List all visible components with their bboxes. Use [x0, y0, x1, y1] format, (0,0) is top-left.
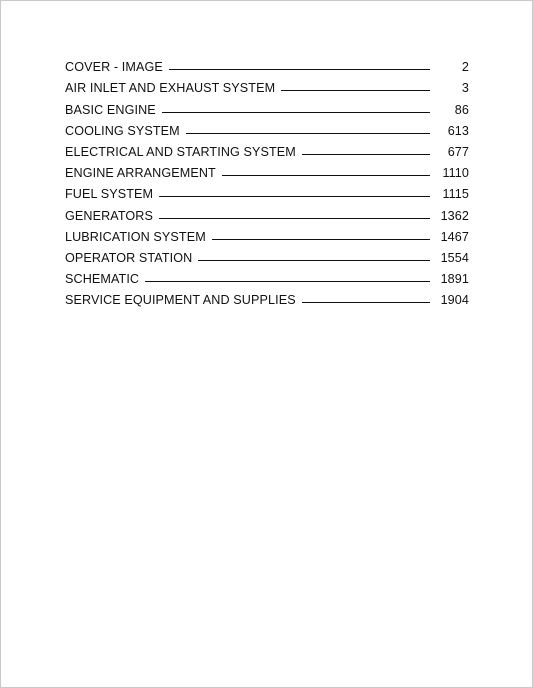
toc-entry-title: SCHEMATIC: [65, 272, 140, 287]
toc-leader-line: [302, 302, 430, 303]
toc-entry-title: COOLING SYSTEM: [65, 123, 180, 138]
toc-entry-title: LUBRICATION SYSTEM: [65, 229, 206, 244]
toc-entry-title: COVER - IMAGE: [65, 60, 163, 75]
toc-leader-line: [302, 154, 430, 155]
toc-entry[interactable]: [65, 138, 469, 159]
toc-entry[interactable]: [65, 286, 469, 307]
toc-leader-line: [186, 133, 430, 134]
toc-entry[interactable]: [65, 95, 469, 116]
toc-entry[interactable]: [65, 180, 469, 201]
toc-leader-line: [281, 90, 430, 91]
toc-leader-line: [159, 196, 430, 197]
toc-leader-line: [169, 69, 430, 70]
toc-entry[interactable]: [65, 223, 469, 244]
toc-leader-line: [212, 239, 430, 240]
toc-leader-line: [162, 112, 430, 113]
toc-entry[interactable]: [65, 201, 469, 222]
toc-entry[interactable]: [65, 117, 469, 138]
toc-entry-title: GENERATORS: [65, 208, 154, 223]
toc-entry-page: 86: [454, 102, 469, 117]
toc-leader-line: [159, 218, 430, 219]
toc-leader-line: [222, 175, 430, 176]
toc-entry-page: 1115: [442, 187, 469, 202]
toc-entry[interactable]: [65, 74, 469, 95]
toc-entry[interactable]: [65, 159, 469, 180]
toc-entry-title: OPERATOR STATION: [65, 250, 193, 265]
table-of-contents: [65, 53, 469, 307]
toc-entry-page: 1891: [440, 272, 469, 287]
toc-entry-title: ELECTRICAL AND STARTING SYSTEM: [65, 144, 296, 159]
toc-entry-page: 2: [461, 60, 469, 75]
toc-entry-title: BASIC ENGINE: [65, 102, 156, 117]
toc-entry-page: 1554: [440, 250, 469, 265]
toc-entry-page: 1467: [440, 229, 469, 244]
toc-entry-page: 613: [447, 123, 469, 138]
toc-entry[interactable]: [65, 53, 469, 74]
toc-leader-line: [198, 260, 430, 261]
toc-entry-page: 677: [447, 144, 469, 159]
toc-entry-title: AIR INLET AND EXHAUST SYSTEM: [65, 81, 276, 96]
toc-entry[interactable]: [65, 244, 469, 265]
toc-entry-page: 1362: [440, 208, 469, 223]
toc-entry-page: 3: [461, 81, 469, 96]
toc-leader-line: [145, 281, 430, 282]
toc-entry-title: FUEL SYSTEM: [65, 187, 154, 202]
toc-entry-title: SERVICE EQUIPMENT AND SUPPLIES: [65, 293, 296, 308]
toc-entry-page: 1110: [442, 166, 469, 181]
toc-entry-title: ENGINE ARRANGEMENT: [65, 166, 216, 181]
toc-entry-page: 1904: [440, 293, 469, 308]
toc-entry[interactable]: [65, 265, 469, 286]
